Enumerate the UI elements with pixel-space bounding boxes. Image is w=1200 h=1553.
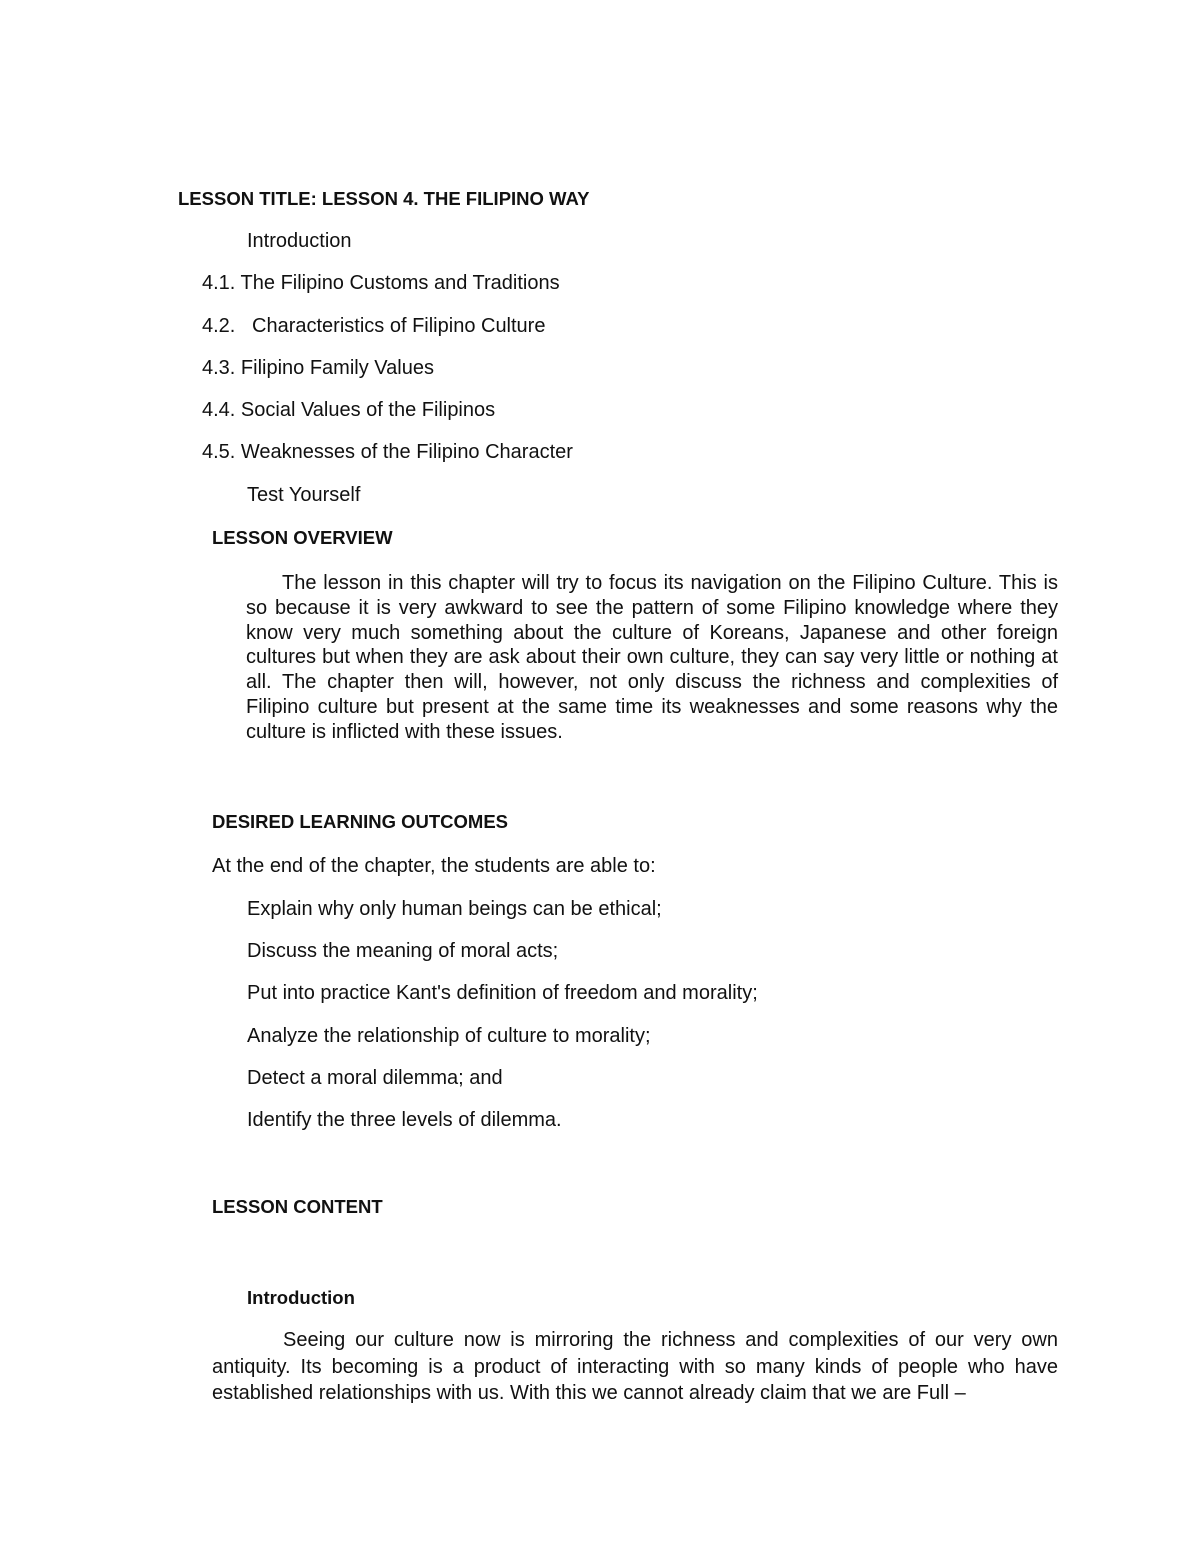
toc-item-4-1: 4.1. The Filipino Customs and Traditions bbox=[202, 272, 560, 294]
lesson-title: LESSON TITLE: LESSON 4. THE FILIPINO WAY bbox=[178, 188, 590, 209]
outcome-item-2: Discuss the meaning of moral acts; bbox=[247, 940, 559, 962]
outcomes-heading: DESIRED LEARNING OUTCOMES bbox=[212, 811, 509, 832]
toc-item-4-3: 4.3. Filipino Family Values bbox=[202, 357, 434, 379]
outcome-item-4: Analyze the relationship of culture to morality; bbox=[247, 1025, 651, 1047]
outcome-item-3: Put into practice Kant's definition of freedom and morality; bbox=[247, 982, 758, 1004]
toc-item-4-2: 4.2. Characteristics of Filipino Culture bbox=[202, 315, 546, 337]
overview-heading: LESSON OVERVIEW bbox=[212, 527, 393, 548]
toc-test-yourself: Test Yourself bbox=[247, 484, 361, 506]
toc-item-4-5: 4.5. Weaknesses of the Filipino Character bbox=[202, 441, 573, 463]
outcome-item-5: Detect a moral dilemma; and bbox=[247, 1067, 503, 1089]
toc-item-4-4: 4.4. Social Values of the Filipinos bbox=[202, 399, 496, 421]
content-paragraph: Seeing our culture now is mirroring the richness and complexities of our very own antiquity. Its becoming is a product of interacting with so many kinds of people who have established relationships with us. With this we cannot already claim that we are Full – bbox=[212, 1329, 1058, 1404]
content-heading: LESSON CONTENT bbox=[212, 1196, 383, 1217]
outcomes-intro: At the end of the chapter, the students are able to: bbox=[212, 855, 656, 877]
outcome-item-1: Explain why only human beings can be ethical; bbox=[247, 898, 662, 920]
content-subheading: Introduction bbox=[247, 1287, 355, 1308]
toc-introduction: Introduction bbox=[247, 230, 352, 252]
outcome-item-6: Identify the three levels of dilemma. bbox=[247, 1109, 562, 1131]
overview-paragraph: The lesson in this chapter will try to focus its navigation on the Filipino Culture. This is so because it is very awkward to see the pattern of some Filipino knowledge where they know very much something about the culture of Koreans, Japanese and other foreign cultures but when they are ask about their own culture, they can say very little or nothing at all. The chapter then will, however, not only discuss the richness and complexities of Filipino culture but present at the same time its weaknesses and some reasons why the culture is inflicted with these issues. bbox=[246, 572, 1058, 743]
